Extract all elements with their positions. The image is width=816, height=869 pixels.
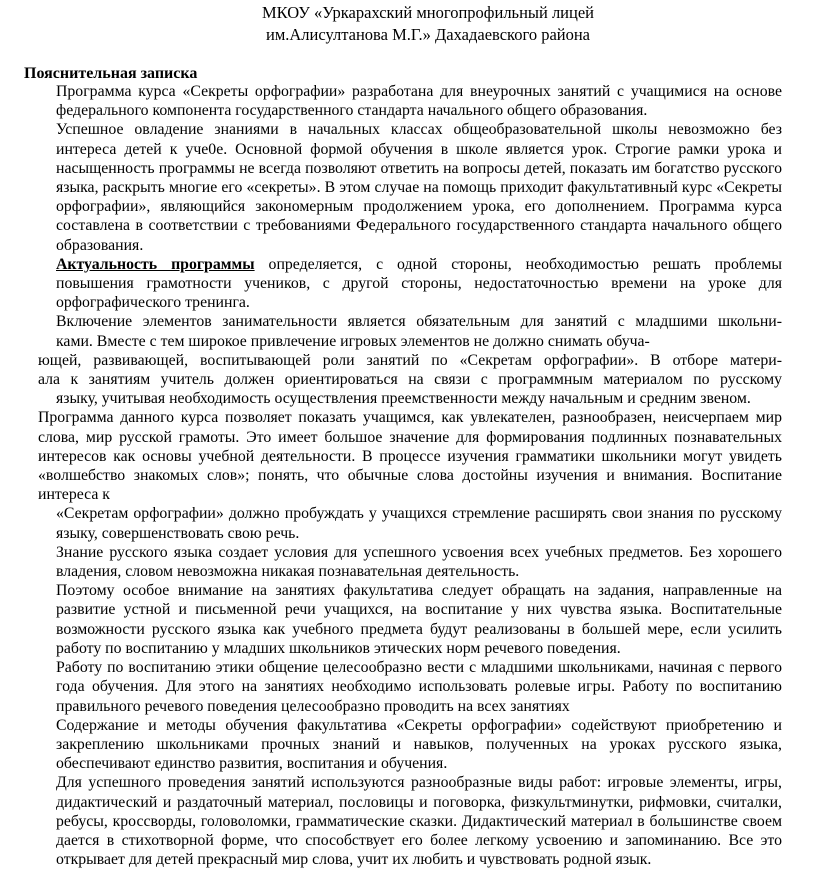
paragraph-6: «Секретам орфографии» должно пробуждать у учащихся стремление расширять свои знания по русскому языку, совершенствовать свою речь. (56, 505, 782, 542)
paragraph-4 (38, 312, 782, 408)
paragraph-7: Знание русского языка создает условия для успешного усвоения всех учебных предметов. Без хорошего владения, словом невозможна никакая познавательная деятельность. (56, 543, 782, 581)
paragraph-4-line-2: ками. Вместе с тем широкое привлечение игровых элементов не должно снимать обуча- (56, 332, 650, 350)
relevance-label: Актуальность программы (56, 255, 255, 273)
paragraph-10: Содержание и методы обучения факультатива «Секреты орфографии» содействуют приобретению и закреплению школьниками прочных знаний и навыков, полученных на уроках русского языка, обеспечивают единство развития, воспитания и обучения. (56, 716, 782, 773)
paragraph-4-line-5: языку, учитывая необходимость осуществления преемственности между начальным и средним звеном. (56, 390, 751, 408)
paragraph-3-text: определяется, с одной стороны, необходимостью решать проблемы повышения грамотности учеников, с другой стороны, недостаточностью времени на уроке для орфографического тренинга. (56, 255, 783, 312)
paragraph-9: Работу по воспитанию этики общение целесообразно вести с младшими школьниками, начиная с первого года обучения. Для этого на занятиях необходимо использовать ролевые игры. Работу по воспитанию правильного речевого поведения целесообразно проводить на всех занятиях (56, 659, 782, 715)
paragraph-3 (56, 255, 782, 313)
header-line-2: им.Алисултанова М.Г.» Дахадаевского района (265, 25, 590, 44)
paragraph-8: Поэтому особое внимание на занятиях факультатива следует обращать на задания, направленные на развитие устной и письменной речи учащихся, на воспитание у них чувства языка. Воспитательные возможности русского языка как учебного предмета будут реализованы в большей мере, если усилить работу по воспитанию у младших школьников этических норм речевого поведения. (56, 582, 782, 657)
paragraph-4-line-3: ющей, развивающей, воспитывающей роли занятий по «Секретам орфографии». В отборе матери- (38, 351, 782, 369)
paragraph-4-line-4: ала к занятиям учитель должен ориентироваться на связи с программным материалом по русскому (38, 371, 782, 389)
paragraph-2: Успешное овладение знаниями в начальных классах общеобразовательной школы невозможно без интереса детей к уче0е. Основной формой обучения в школе является урок. Строгие рамки урока и насыщенность программы не всегда позволяют ответить на вопросы детей, показать им богатство русского языка, раскрыть многие его «секреты». В этом случае на помощь приходит факультативный курс «Секреты орфографии», являющийся закономерным продолжением урока, его дополнением. Программа курса составлена в соответствии с требованиями Федерального государственного стандарта начального общего образования. (56, 121, 782, 254)
paragraph-4-line-1: Включение элементов занимательности является обязательным для занятий с младшими школьни- (56, 313, 782, 331)
document-title: Пояснительная записка (24, 65, 198, 82)
header-line-1: МКОУ «Уркарахский многопрофильный лицей (261, 3, 594, 22)
paragraph-1: Программа курса «Секреты орфографии» разработана для внеурочных занятий с учащимися на основе федерального компонента государственного стандарта начального общего образования. (56, 83, 782, 120)
paragraph-5: Программа данного курса позволяет показать учащимся, как увлекателен, разнообразен, неисчерпаем мир слова, мир русской грамоты. Это имеет большое значение для формирования подлинных познавательных интересов как основы учебной деятельности. В процессе изучения грамматики школьники могут увидеть «волшебство знакомых слов»; понять, что обычные слова достойны изучения и внимания. Воспитание интереса к (38, 409, 782, 504)
paragraph-11: Для успешного проведения занятий используются разнообразные виды работ: игровые элементы, игры, дидактический и раздаточный материал, пословицы и поговорка, физкультминутки, рифмовки, считалки, ребусы, кроссворды, головоломки, грамматические сказки. Дидактический материал в большинстве своем дается в стихотворной форме, что способствует его более легкому усвоению и запоминанию. Все это открывает для детей прекрасный мир слова, учит их любить и чувствовать родной язык. (56, 774, 782, 869)
document-body (38, 82, 783, 869)
school-header (0, 2, 816, 46)
